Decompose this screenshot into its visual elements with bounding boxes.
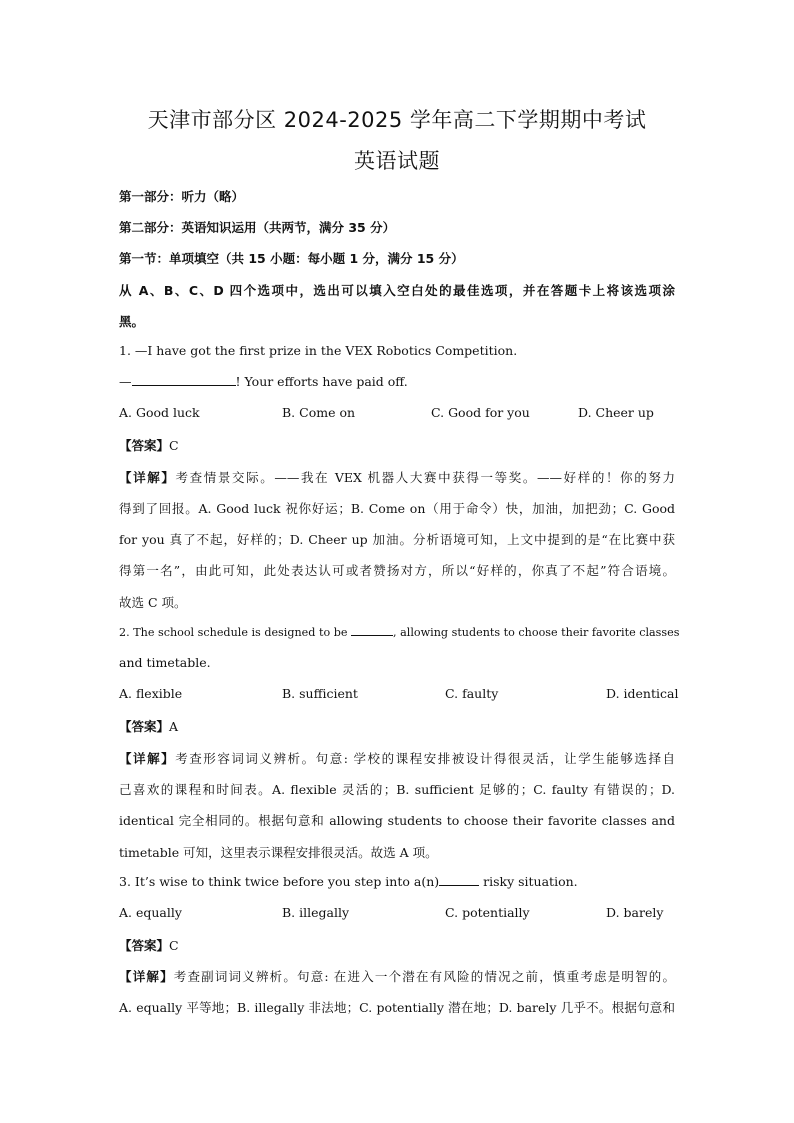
q3-option-d: D. barely: [606, 905, 664, 920]
part-single-choice: 第一节：单项填空（共 15 小题：每小题 1 分，满分 15 分）: [119, 251, 464, 266]
q2-detail-line-4: timetable 可知，这里表示课程安排很灵活。故选 A 项。: [119, 845, 438, 860]
q1-stem-rest: ! Your efforts have paid off.: [235, 374, 408, 389]
q1-detail-line-3: for you 真了不起，好样的；D. Cheer up 加油。分析语境可知，上文中提到的是“在比赛中获: [119, 532, 675, 547]
q3-stem-line-1: 3. It’s wise to think twice before you step into a(n) risky situation.: [119, 874, 578, 889]
q3-option-b: B. illegally: [282, 905, 350, 920]
section-listening: 第一部分：听力（略）: [119, 189, 245, 204]
q3-answer: 【答案】C: [119, 938, 179, 953]
q2-detail-line-3: identical 完全相同的。根据句意和 allowing students to choose their favorite classes and: [119, 813, 675, 828]
section-knowledge: 第二部分：英语知识运用（共两节，满分 35 分）: [119, 220, 396, 235]
q3-option-a: A. equally: [119, 905, 182, 920]
q2-detail-line-2: 己喜欢的课程和时间表。A. flexible 灵活的；B. sufficient 足够的；C. faulty 有错误的；D.: [119, 782, 675, 797]
q2-option-a: A. flexible: [119, 686, 183, 701]
answer-label: 【答案】: [119, 438, 170, 453]
q1-stem-line-2: [119, 374, 675, 389]
q1-answer-value: C: [169, 438, 179, 453]
q2-answer: 【答案】A: [119, 719, 179, 734]
q2-option-b: B. sufficient: [282, 686, 358, 701]
instruction-line-2: 黑。: [119, 314, 145, 329]
q1-detail-line-1: 【详解】考查情景交际。——我在 VEX 机器人大赛中获得一等奖。——好样的！你的努力: [119, 470, 675, 485]
q2-option-c: C. faulty: [445, 686, 499, 701]
instruction-line-1: 从 A、B、C、D 四个选项中，选出可以填入空白处的最佳选项，并在答题卡上将该选项涂: [119, 283, 675, 298]
q1-option-b: B. Come on: [282, 405, 356, 420]
q3-option-c: C. potentially: [445, 905, 530, 920]
q2-detail-line-1: 【详解】考查形容词词义辨析。句意: 学校的课程安排被设计得很灵活，让学生能够选择自: [119, 751, 675, 766]
q1-dash: —: [119, 374, 132, 389]
exam-title: 天津市部分区 2024-2025 学年高二下学期期中考试: [147, 108, 647, 132]
q3-detail-line-2: A. equally 平等地；B. illegally 非法地；C. potentially 潜在地；D. barely 几乎不。根据句意和: [119, 1000, 675, 1015]
exam-subtitle: 英语试题: [354, 149, 440, 173]
q3-detail-line-1: 【详解】考查副词词义辨析。句意: 在进入一个潜在有风险的情况之前，慎重考虑是明智的。: [119, 969, 675, 984]
q1-option-a: A. Good luck: [119, 405, 200, 420]
q2-stem-line-2: and timetable.: [119, 655, 211, 670]
q3-answer-value: C: [169, 938, 179, 953]
detail-label: 【详解】: [119, 470, 176, 485]
q1-detail-line-5: 故选 C 项。: [119, 595, 187, 610]
q2-blank: [351, 624, 393, 636]
q1-stem-line-1: 1. —I have got the first prize in the VEX Robotics Competition.: [119, 343, 518, 358]
q2-option-d: D. identical: [606, 686, 679, 701]
q1-option-d: D. Cheer up: [578, 405, 654, 420]
q3-blank: [439, 874, 479, 886]
q2-answer-value: A: [169, 719, 179, 734]
q1-detail-line-4: 得第一名”，由此可知，此处表达认可或者赞扬对方，所以“好样的，你真了不起”符合语境。: [119, 563, 675, 578]
q2-stem-line-1: 2. The school schedule is designed to be , allowing students to choose their favorite classes: [119, 626, 680, 639]
q1-option-c: C. Good for you: [431, 405, 530, 420]
q1-answer: [119, 436, 675, 454]
q1-detail-line-2: 得到了回报。A. Good luck 祝你好运；B. Come on（用于命令）快，加油，加把劲；C. Good: [119, 501, 675, 516]
q1-blank: [132, 374, 236, 386]
